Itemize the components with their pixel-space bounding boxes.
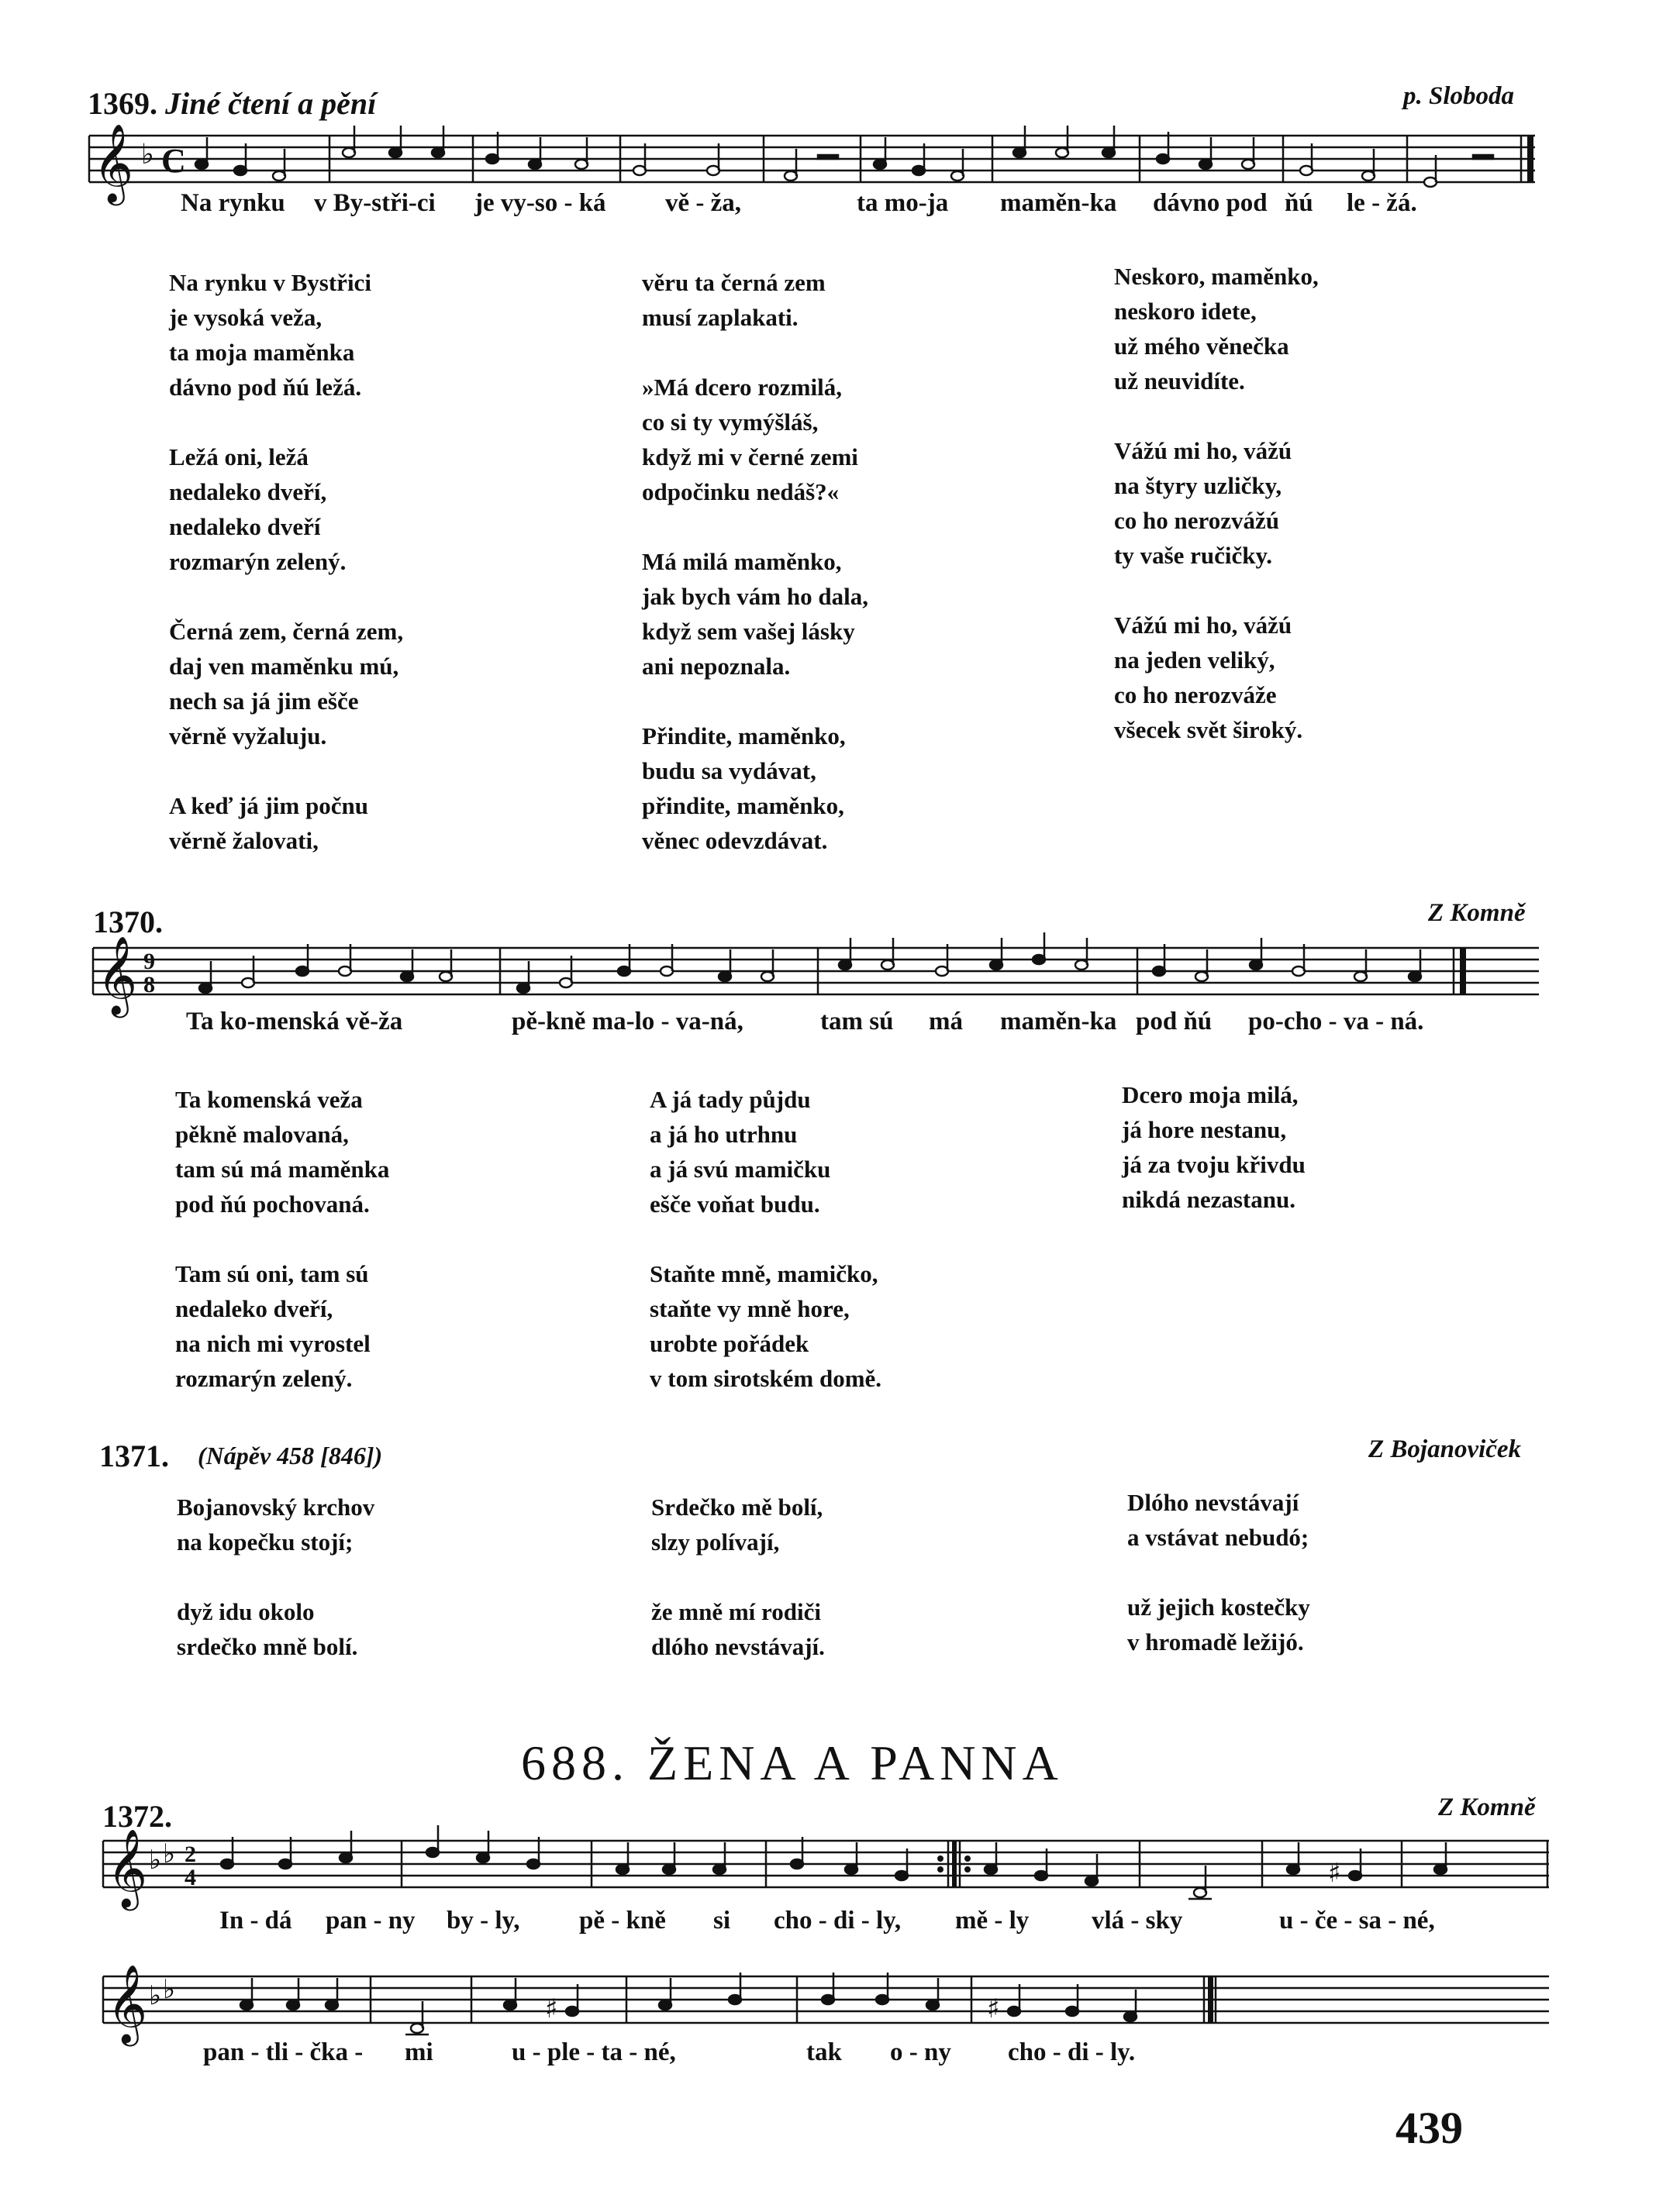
verse-line: musí zaplakati. [642, 304, 799, 331]
verse-line: Neskoro, maměnko, [1114, 263, 1319, 290]
music-staff [99, 1829, 1557, 1914]
stanza [1114, 259, 1319, 398]
lyric-syllables: má [929, 1008, 963, 1035]
verse-column [169, 265, 403, 893]
verse-line: Bojanovský krchov [177, 1494, 375, 1521]
verse-line: v tom sirotském domě. [650, 1365, 882, 1392]
svg-text:𝄞: 𝄞 [107, 1963, 148, 2043]
lyric-syllables: tak [806, 2038, 842, 2066]
verse-column [177, 1490, 374, 1699]
svg-text:♭: ♭ [163, 1838, 176, 1869]
verse-column [651, 1490, 825, 1699]
verse-line: na nich mi vyrostel [175, 1330, 371, 1357]
verse-line: věrně vyžaluju. [169, 722, 327, 749]
verse-line: dyž idu okolo [177, 1598, 315, 1625]
verse-line: a já svú mamičku [650, 1156, 831, 1183]
svg-text:𝄞: 𝄞 [107, 1828, 148, 1907]
verse-line: nedaleko dveří, [169, 478, 327, 505]
lyric-syllables: o - ny [890, 2038, 951, 2066]
verse-line: Tam sú oni, tam sú [175, 1260, 369, 1287]
stanza [642, 370, 868, 509]
verse-line: věru ta černá zem [642, 269, 826, 296]
song-source: Z Komně [1438, 1793, 1536, 1821]
verse-line: co ho nerozvážú [1114, 507, 1279, 534]
verse-line: já hore nestanu, [1122, 1116, 1287, 1143]
verse-line: co si ty vymýšláš, [642, 408, 819, 436]
lyric-syllables: pod ňú [1136, 1008, 1213, 1035]
song-source: Z Bojanoviček [1368, 1435, 1522, 1463]
svg-text:9: 9 [143, 949, 155, 974]
verse-line: přindite, maměnko, [642, 792, 844, 819]
lyric-syllables: pan - tli - čka - [203, 2038, 364, 2066]
verse-line: nikdá nezastanu. [1122, 1186, 1295, 1213]
song-number: 1370. [93, 904, 163, 939]
stanza [651, 1490, 825, 1559]
verse-line: pod ňú pochovaná. [175, 1190, 370, 1218]
verse-line: rozmarýn zelený. [175, 1365, 353, 1392]
song-number: 1369. [88, 86, 157, 121]
verse-line: Srdečko mě bolí, [651, 1494, 823, 1521]
svg-text:♭: ♭ [149, 1980, 162, 2011]
verse-line: odpočinku nedáš?« [642, 478, 840, 505]
lyric-syllables: u - ple - ta - né, [512, 2038, 676, 2066]
lyric-syllables: by - ly, [447, 1907, 520, 1935]
stanza [651, 1594, 825, 1664]
song-number: 1372. [102, 1799, 172, 1834]
lyric-syllables: Ta ko-menská vě-ža [186, 1008, 403, 1035]
verse-line: staňte vy mně hore, [650, 1295, 850, 1322]
svg-text:♭: ♭ [141, 139, 154, 171]
verse-line: daj ven maměnku mú, [169, 653, 399, 680]
verse-line: Vážú mi ho, vážú [1114, 437, 1292, 464]
song-title: Jiné čtení a pění [165, 86, 377, 121]
stanza [1114, 433, 1319, 573]
verse-column [650, 1082, 881, 1431]
music-staff [99, 1965, 1557, 2050]
svg-text:♯: ♯ [1328, 1858, 1341, 1889]
section-title: 688. ŽENA A PANNA [521, 1735, 1064, 1790]
verse-column [175, 1082, 389, 1431]
verse-line: A já tady půjdu [650, 1086, 811, 1113]
verse-line: že mně mí rodiči [651, 1598, 821, 1625]
lyric-syllables: vlá - sky [1092, 1907, 1183, 1935]
lyric-syllables: mě - ly [955, 1907, 1030, 1935]
verse-line: Staňte mně, mamičko, [650, 1260, 878, 1287]
song-source: p. Sloboda [1403, 82, 1515, 110]
verse-line: slzy polívají, [651, 1528, 780, 1556]
verse-line: já za tvoju křivdu [1122, 1151, 1306, 1178]
lyric-syllables: pě-kně ma-lo - va-ná, [512, 1008, 743, 1035]
lyric-syllables: pan - ny [326, 1907, 416, 1935]
lyric-syllables: ta mo-ja [857, 189, 949, 217]
lyric-syllables: pě - kně [579, 1907, 666, 1935]
stanza [1127, 1485, 1310, 1555]
stanza [177, 1490, 374, 1559]
verse-line: nech sa já jim ešče [169, 687, 359, 715]
svg-text:C: C [161, 142, 186, 180]
lyric-syllables: si [713, 1907, 731, 1935]
verse-line: Ležá oni, ležá [169, 443, 309, 470]
page-number: 439 [1395, 2103, 1463, 2153]
stanza [642, 718, 868, 858]
svg-text:♯: ♯ [987, 1993, 1000, 2024]
stanza [169, 788, 403, 858]
lyric-syllables: cho - di - ly, [774, 1907, 902, 1935]
verse-line: jak bych vám ho dala, [642, 583, 868, 610]
song-number: 1371. [99, 1438, 169, 1473]
svg-text:♭: ♭ [163, 1974, 176, 2005]
svg-text:4: 4 [185, 1865, 196, 1890]
stanza [169, 614, 403, 753]
stanza [169, 439, 403, 579]
verse-line: srdečko mně bolí. [177, 1633, 358, 1660]
lyric-syllables: maměn-ka [1000, 1008, 1117, 1035]
verse-line: Přindite, maměnko, [642, 722, 846, 749]
verse-line: na jeden veliký, [1114, 646, 1275, 674]
verse-column [1114, 259, 1319, 782]
verse-line: Na rynku v Bystřici [169, 269, 371, 296]
lyric-syllables: dávno pod [1153, 189, 1268, 217]
verse-line: když mi v černé zemi [642, 443, 858, 470]
verse-line: nedaleko dveří [169, 513, 321, 540]
stanza [169, 265, 403, 405]
verse-line: co ho nerozváže [1114, 681, 1277, 708]
verse-line: A keď já jim počnu [169, 792, 368, 819]
verse-line: už mého věnečka [1114, 332, 1289, 360]
stanza [177, 1594, 374, 1664]
verse-line: nedaleko dveří, [175, 1295, 333, 1322]
verse-line: Dcero moja milá, [1122, 1081, 1299, 1108]
lyric-syllables: In - dá [219, 1907, 292, 1935]
verse-line: v hromadě ležijó. [1127, 1628, 1304, 1656]
verse-line: neskoro idete, [1114, 298, 1257, 325]
verse-line: je vysoká veža, [169, 304, 323, 331]
svg-text:8: 8 [143, 972, 155, 997]
verse-line: dlóho nevstávají. [651, 1633, 825, 1660]
svg-text:♯: ♯ [545, 1993, 558, 2024]
verse-column [642, 265, 868, 893]
lyric-syllables: cho - di - ly. [1008, 2038, 1136, 2066]
lyric-syllables: ňú [1285, 189, 1313, 217]
verse-line: a vstávat nebudó; [1127, 1524, 1309, 1551]
verse-line: když sem vašej lásky [642, 618, 855, 645]
stanza [1114, 608, 1319, 747]
lyric-syllables: je vy-so - ká [474, 189, 606, 217]
lyric-syllables: le - žá. [1347, 189, 1417, 217]
verse-line: věnec odevzdávat. [642, 827, 828, 854]
verse-line: Vážú mi ho, vážú [1114, 612, 1292, 639]
svg-text:𝄞: 𝄞 [97, 935, 138, 1015]
verse-line: všecek svět široký. [1114, 716, 1303, 743]
stanza [650, 1256, 881, 1396]
verse-line: Dlóho nevstávají [1127, 1489, 1299, 1516]
verse-line: už neuvidíte. [1114, 367, 1245, 395]
verse-column [1122, 1077, 1306, 1252]
stanza [650, 1082, 881, 1221]
svg-text:2: 2 [185, 1842, 196, 1867]
verse-line: pěkně malovaná, [175, 1121, 349, 1148]
verse-line: »Má dcero rozmilá, [642, 374, 842, 401]
lyric-syllables: vě - ža, [665, 189, 742, 217]
lyric-syllables: mi [405, 2038, 433, 2066]
lyric-syllables: po-cho - va - ná. [1248, 1008, 1424, 1035]
verse-line: urobte pořádek [650, 1330, 809, 1357]
lyric-syllables: v By-stři-ci [314, 189, 436, 217]
verse-line: ešče voňat budu. [650, 1190, 820, 1218]
verse-line: ta moja maměnka [169, 339, 355, 366]
tune-reference: (Nápěv 458 [846]) [198, 1442, 383, 1469]
verse-line: budu sa vydávat, [642, 757, 816, 784]
lyric-syllables: Na rynku [181, 189, 285, 217]
stanza [1122, 1077, 1306, 1217]
verse-column [1127, 1485, 1310, 1694]
verse-line: dávno pod ňú ležá. [169, 374, 362, 401]
lyric-syllables: u - če - sa - né, [1279, 1907, 1435, 1935]
stanza [175, 1082, 389, 1221]
verse-line: rozmarýn zelený. [169, 548, 347, 575]
verse-line: ty vaše ručičky. [1114, 542, 1273, 569]
stanza [175, 1256, 389, 1396]
stanza [642, 265, 868, 335]
verse-line: už jejich kostečky [1127, 1594, 1310, 1621]
music-staff [85, 124, 1543, 209]
verse-line: Černá zem, černá zem, [169, 618, 404, 645]
verse-line: věrně žalovati, [169, 827, 319, 854]
lyric-syllables: tam sú [820, 1008, 894, 1035]
verse-line: a já ho utrhnu [650, 1121, 798, 1148]
verse-line: ani nepoznala. [642, 653, 791, 680]
lyric-syllables: maměn-ka [1000, 189, 1117, 217]
stanza [642, 544, 868, 684]
verse-line: na štyry uzličky, [1114, 472, 1282, 499]
verse-line: tam sú má maměnka [175, 1156, 390, 1183]
verse-line: Má milá maměnko, [642, 548, 842, 575]
stanza [1127, 1590, 1310, 1659]
song-source: Z Komně [1428, 899, 1526, 927]
verse-line: na kopečku stojí; [177, 1528, 354, 1556]
svg-text:𝄞: 𝄞 [93, 122, 134, 202]
verse-line: Ta komenská veža [175, 1086, 363, 1113]
svg-text:♭: ♭ [149, 1845, 162, 1876]
